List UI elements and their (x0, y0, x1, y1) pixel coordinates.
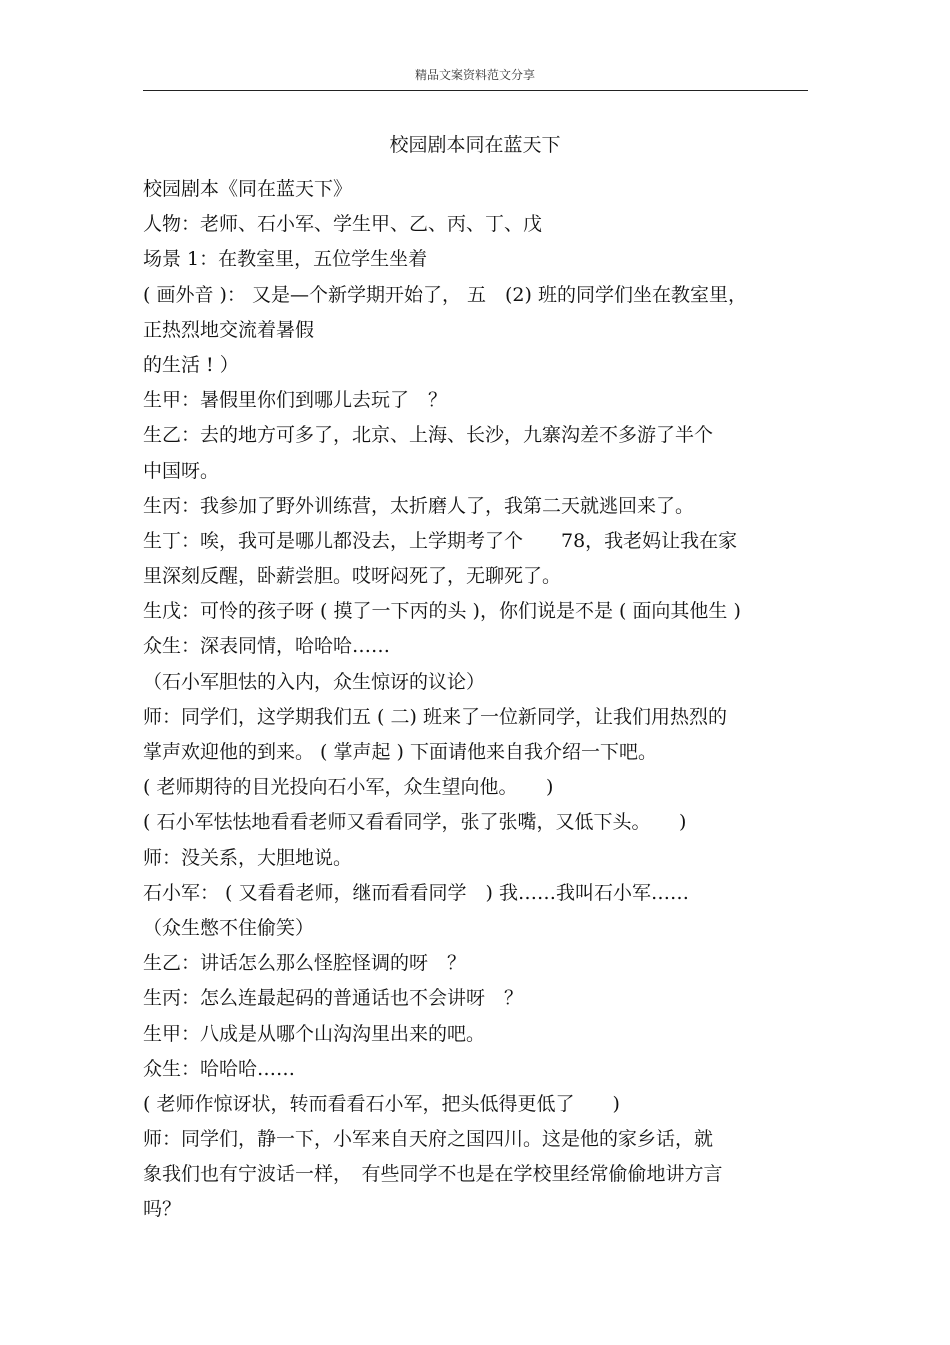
script-line: 师：同学们，这学期我们五 ( 二) 班来了一位新同学，让我们用热烈的 (143, 705, 727, 728)
script-line: ( 老师作惊讶状，转而看看石小军，把头低得更低了 ) (143, 1092, 620, 1115)
script-line: 人物：老师、石小军、学生甲、乙、丙、丁、戊 (143, 213, 543, 236)
script-line: 生丙：怎么连最起码的普通话也不会讲呀 ？ (143, 987, 524, 1010)
script-line: 师：没关系，大胆地说。 (143, 846, 353, 869)
script-line: 校园剧本《同在蓝天下》 (143, 178, 353, 200)
script-line: 生乙：讲话怎么那么怪腔怪调的呀 ？ (143, 952, 467, 975)
script-line: 生戊：可怜的孩子呀 ( 摸了一下丙的头 )，你们说是不是 ( 面向其他生 ) (143, 600, 741, 623)
script-line: 石小军： ( 又看看老师，继而看看同学 ) 我……我叫石小军…… (143, 881, 689, 904)
script-line: 掌声欢迎他的到来。 ( 掌声起 ) 下面请他来自我介绍一下吧。 (143, 741, 657, 763)
script-line: 生甲：八成是从哪个山沟沟里出来的吧。 (143, 1022, 486, 1045)
script-line: 场景 1：在教室里，五位学生坐着 (143, 248, 428, 271)
script-line: 生丙：我参加了野外训练营，太折磨人了，我第二天就逃回来了。 (143, 494, 695, 517)
script-line: 生丁：唉，我可是哪儿都没去，上学期考了个 78，我老妈让我在家 (143, 529, 738, 552)
script-line: （石小军胆怯的入内，众生惊讶的议论） (143, 670, 486, 693)
script-line: 吗？ (143, 1198, 182, 1221)
script-line: 中国呀。 (143, 459, 220, 482)
header-divider (143, 90, 808, 91)
script-line: ( 老师期待的目光投向石小军，众生望向他。 ) (143, 776, 554, 799)
script-line: 正热烈地交流着暑假 (143, 318, 315, 341)
script-line: （众生憋不住偷笑） (143, 916, 315, 939)
document-title: 校园剧本同在蓝天下 (389, 134, 561, 156)
script-line: ( 画外音 )： 又是—个新学期开始了， 五 (2) 班的同学们坐在教室里， (143, 283, 747, 306)
script-line: 的生活 ! ） (143, 353, 239, 376)
script-line: 生甲：暑假里你们到哪儿去玩了 ？ (143, 389, 448, 412)
page-header: 精品文案资料范文分享 (414, 68, 535, 82)
script-line: 象我们也有宁波话一样， 有些同学不也是在学校里经常偷偷地讲方言 (143, 1163, 723, 1186)
script-line: 众生：哈哈哈…… (143, 1057, 296, 1080)
script-line: 众生：深表同情，哈哈哈…… (143, 635, 391, 658)
script-body (143, 172, 808, 1228)
script-line: ( 石小军怯怯地看看老师又看看同学，张了张嘴，又低下头。 ) (143, 811, 687, 834)
script-line: 里深刻反醒，卧薪尝胆。哎呀闷死了，无聊死了。 (143, 565, 562, 588)
script-line: 生乙：去的地方可多了，北京、上海、长沙，九寨沟差不多游了半个 (143, 424, 714, 447)
script-line: 师：同学们，静一下，小军来自天府之国四川。这是他的家乡话，就 (143, 1128, 714, 1151)
